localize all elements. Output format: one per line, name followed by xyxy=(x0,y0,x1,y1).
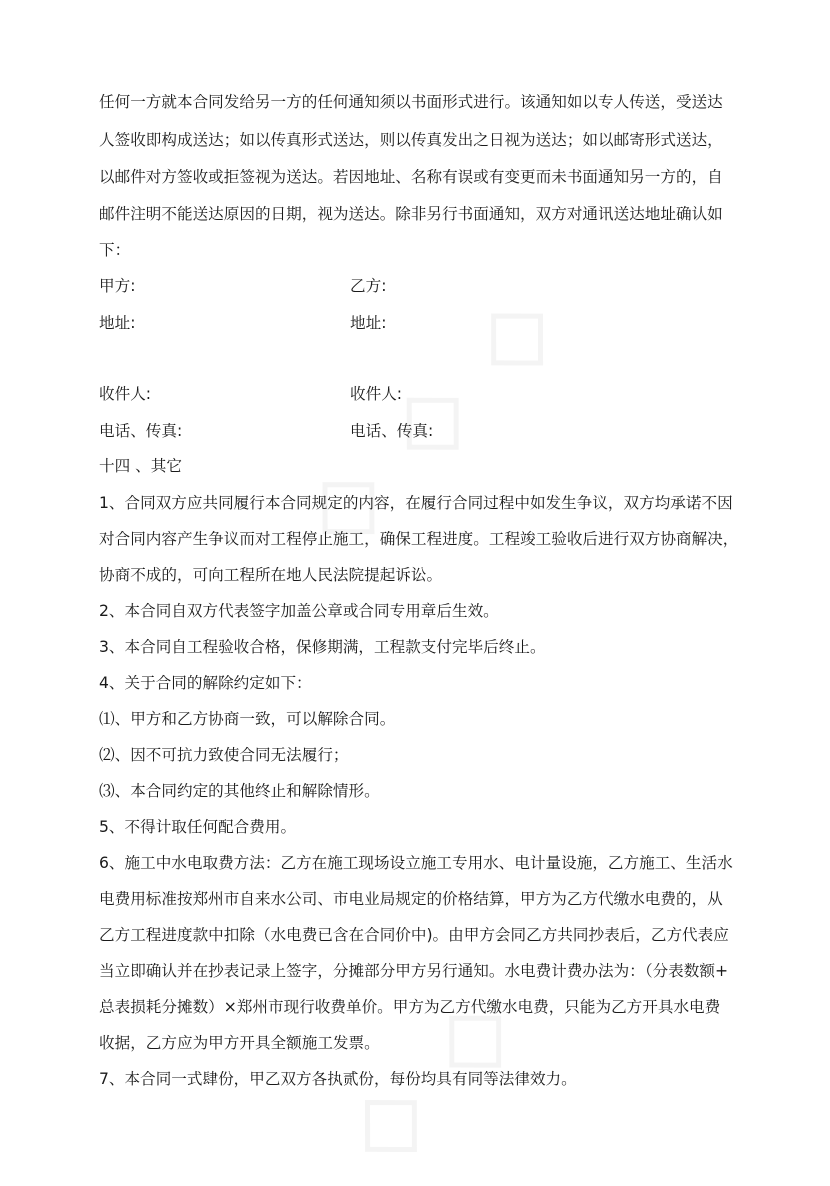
party-a-address-label: 地址: xyxy=(99,314,136,332)
body-line: 2、本合同自双方代表签字加盖公章或合同专用章后生效。 xyxy=(99,602,499,620)
body-line: 对合同内容产生争议而对工程停止施工，确保工程进度。工程竣工验收后进行双方协商解决， xyxy=(99,530,739,548)
intro-line: 下： xyxy=(99,241,131,259)
intro-line: 以邮件对方签收或拒签视为送达。若因地址、名称有误或有变更而未书面通知另一方的，自 xyxy=(99,168,723,186)
body-line: 乙方工程进度款中扣除（水电费已含在合同价中)。由甲方会同乙方共同抄表后，乙方代表应 xyxy=(99,926,729,944)
body-line: ⑵、因不可抗力致使合同无法履行； xyxy=(99,746,349,764)
party-b-phone-label: 电话、传真: xyxy=(350,422,434,440)
body-line: ⑶、本合同约定的其他终止和解除情形。 xyxy=(99,782,380,800)
party-b-recipient-label: 收件人: xyxy=(350,385,403,403)
body-line: 4、关于合同的解除约定如下： xyxy=(99,674,312,692)
body-line: 当立即确认并在抄表记录上签字，分摊部分甲方另行通知。水电费计费办法为：（分表数额+ xyxy=(99,962,729,980)
body-line: 协商不成的，可向工程所在地人民法院提起诉讼。 xyxy=(99,566,443,584)
body-line: ⑴、甲方和乙方协商一致，可以解除合同。 xyxy=(99,710,396,728)
intro-line: 任何一方就本合同发给另一方的任何通知须以书面形式进行。该通知如以专人传送，受送达 xyxy=(99,93,723,111)
body-line: 3、本合同自工程验收合格，保修期满，工程款支付完毕后终止。 xyxy=(99,638,546,656)
party-b-name-label: 乙方: xyxy=(350,277,387,295)
intro-line: 人签收即构成送达；如以传真形式送达，则以传真发出之日视为送达；如以邮寄形式送达， xyxy=(99,131,723,149)
body-line: 总表损耗分摊数）×郑州市现行收费单价。甲方为乙方代缴水电费，只能为乙方开具水电费 xyxy=(99,998,721,1016)
intro-line: 邮件注明不能送达原因的日期，视为送达。除非另行书面通知，双方对通讯送达地址确认如 xyxy=(99,205,723,223)
party-a-phone-label: 电话、传真: xyxy=(99,422,183,440)
body-line: 7、本合同一式肆份，甲乙双方各执贰份，每份均具有同等法律效力。 xyxy=(99,1070,577,1088)
body-line: 电费用标准按郑州市自来水公司、市电业局规定的价格结算，甲方为乙方代缴水电费的，从 xyxy=(99,890,723,908)
party-b-address-label: 地址: xyxy=(350,314,387,332)
body-line: 6、施工中水电取费方法：乙方在施工现场设立施工专用水、电计量设施，乙方施工、生活水 xyxy=(99,854,733,872)
body-line: 收据，乙方应为甲方开具全额施工发票。 xyxy=(99,1034,380,1052)
party-a-name-label: 甲方: xyxy=(99,277,136,295)
watermark xyxy=(277,264,581,568)
party-a-recipient-label: 收件人: xyxy=(99,385,152,403)
body-line: 5、不得计取任何配合费用。 xyxy=(99,818,297,836)
body-line: 1、合同双方应共同履行本合同规定的内容，在履行合同过程中如发生争议，双方均承诺不因 xyxy=(99,494,733,512)
section-title: 十四 、其它 xyxy=(99,457,182,475)
